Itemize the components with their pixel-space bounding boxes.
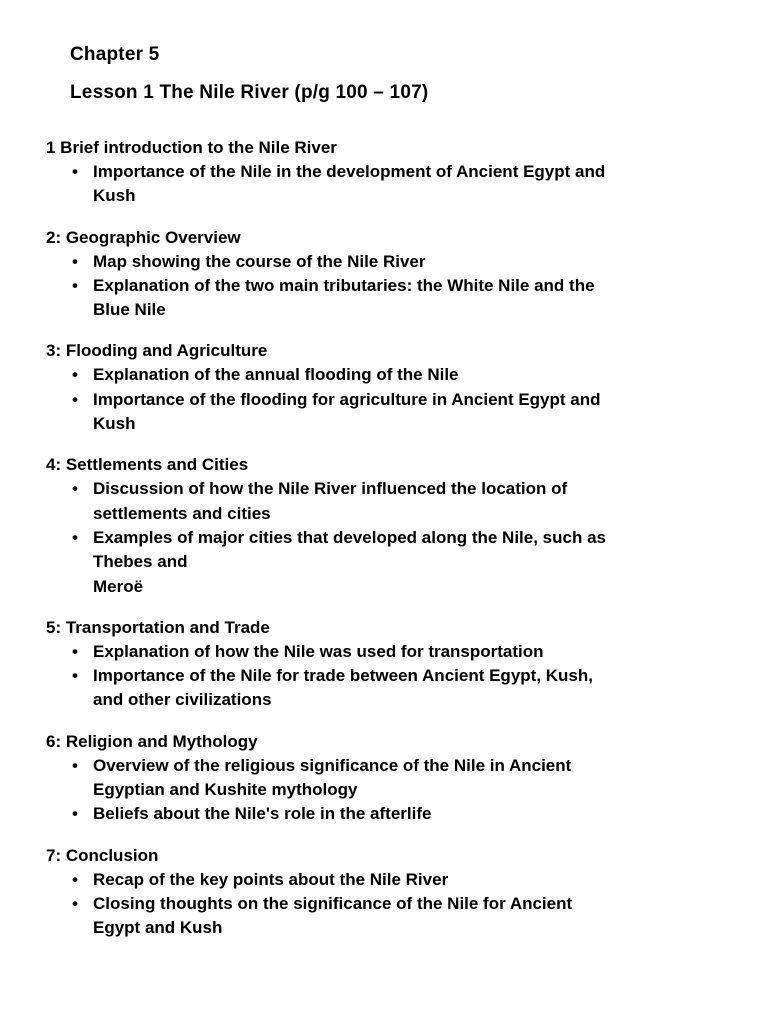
bullet-text-line: Egypt and Kush <box>93 918 223 938</box>
bullet-text-line: Meroë <box>93 576 144 596</box>
outline-section <box>46 226 736 323</box>
section-heading: 5: Transportation and Trade <box>46 617 270 637</box>
bullet-dot-icon: • <box>72 365 78 385</box>
bullet-dot-icon: • <box>72 275 78 295</box>
outline-section <box>46 844 736 941</box>
bullet-item <box>46 526 736 599</box>
bullet-dot-icon: • <box>72 479 78 499</box>
section-heading: 2: Geographic Overview <box>46 227 241 247</box>
section-heading: 6: Religion and Mythology <box>46 731 258 751</box>
bullet-text-line: Closing thoughts on the significance of the Nile for Ancient <box>93 893 573 913</box>
bullet-dot-icon: • <box>72 755 78 775</box>
bullet-text <box>93 250 736 274</box>
bullet-item <box>46 388 736 437</box>
bullet-text-line: Kush <box>93 414 136 434</box>
bullet-item <box>46 274 736 323</box>
bullet-text-line: Recap of the key points about the Nile River <box>93 869 449 889</box>
bullet-text <box>93 754 736 803</box>
lesson-title: Lesson 1 The Nile River (p/g 100 – 107) <box>70 82 429 103</box>
bullet-text <box>93 388 736 437</box>
outline-section <box>46 730 736 827</box>
bullet-item <box>46 363 736 387</box>
bullet-text-line: Beliefs about the Nile's role in the afterlife <box>93 804 432 824</box>
bullet-text <box>93 892 736 941</box>
bullet-text-line: Importance of the flooding for agriculture in Ancient Egypt and <box>93 389 601 409</box>
bullet-list <box>46 640 736 713</box>
bullet-text-line: Thebes and <box>93 552 188 572</box>
bullet-text <box>93 526 736 599</box>
bullet-text <box>93 274 736 323</box>
bullet-dot-icon: • <box>72 666 78 686</box>
section-heading: 7: Conclusion <box>46 845 159 865</box>
bullet-list <box>46 754 736 827</box>
section-heading: 4: Settlements and Cities <box>46 455 249 475</box>
section-heading: 3: Flooding and Agriculture <box>46 341 268 361</box>
bullet-dot-icon: • <box>72 527 78 547</box>
outline-section <box>46 453 736 598</box>
bullet-text <box>93 802 736 826</box>
bullet-item <box>46 250 736 274</box>
bullet-text-line: Explanation of the two main tributaries: the White Nile and the <box>93 275 595 295</box>
bullet-list <box>46 160 736 209</box>
bullet-list <box>46 477 736 598</box>
bullet-text-line: Map showing the course of the Nile River <box>93 251 426 271</box>
bullet-item <box>46 868 736 892</box>
bullet-text-line: Examples of major cities that developed along the Nile, such as <box>93 527 606 547</box>
bullet-text <box>93 363 736 387</box>
bullet-text-line: Explanation of the annual flooding of the Nile <box>93 365 459 385</box>
bullet-dot-icon: • <box>72 641 78 661</box>
bullet-text-line: Egyptian and Kushite mythology <box>93 780 358 800</box>
bullet-list <box>46 363 736 436</box>
bullet-dot-icon: • <box>72 251 78 271</box>
bullet-text-line: Importance of the Nile in the development of Ancient Egypt and <box>93 162 606 181</box>
bullet-text-line: Importance of the Nile for trade between Ancient Egypt, Kush, <box>93 666 593 686</box>
bullet-text <box>93 664 736 713</box>
bullet-item <box>46 802 736 826</box>
bullet-item <box>46 160 736 209</box>
bullet-text <box>93 868 736 892</box>
bullet-text-line: settlements and cities <box>93 503 271 523</box>
bullet-item <box>46 477 736 526</box>
bullet-text-line: Discussion of how the Nile River influenced the location of <box>93 479 568 499</box>
bullet-dot-icon: • <box>72 893 78 913</box>
bullet-dot-icon: • <box>72 162 78 181</box>
bullet-dot-icon: • <box>72 389 78 409</box>
bullet-dot-icon: • <box>72 804 78 824</box>
bullet-text-line: Blue Nile <box>93 300 166 320</box>
outline-section <box>46 136 736 209</box>
bullet-list <box>46 250 736 323</box>
bullet-text-line: Kush <box>93 186 136 206</box>
bullet-item <box>46 892 736 941</box>
bullet-text <box>93 640 736 664</box>
bullet-text-line: Explanation of how the Nile was used for transportation <box>93 641 544 661</box>
section-list <box>46 136 736 958</box>
bullet-item <box>46 664 736 713</box>
chapter-title: Chapter 5 <box>70 44 160 65</box>
bullet-text <box>93 477 736 526</box>
bullet-item <box>46 640 736 664</box>
bullet-text-line: and other civilizations <box>93 690 272 710</box>
outline-section <box>46 616 736 713</box>
bullet-item <box>46 754 736 803</box>
section-heading: 1 Brief introduction to the Nile River <box>46 138 337 157</box>
bullet-text <box>93 160 736 209</box>
outline-section <box>46 339 736 436</box>
bullet-dot-icon: • <box>72 869 78 889</box>
bullet-list <box>46 868 736 941</box>
bullet-text-line: Overview of the religious significance of the Nile in Ancient <box>93 755 572 775</box>
